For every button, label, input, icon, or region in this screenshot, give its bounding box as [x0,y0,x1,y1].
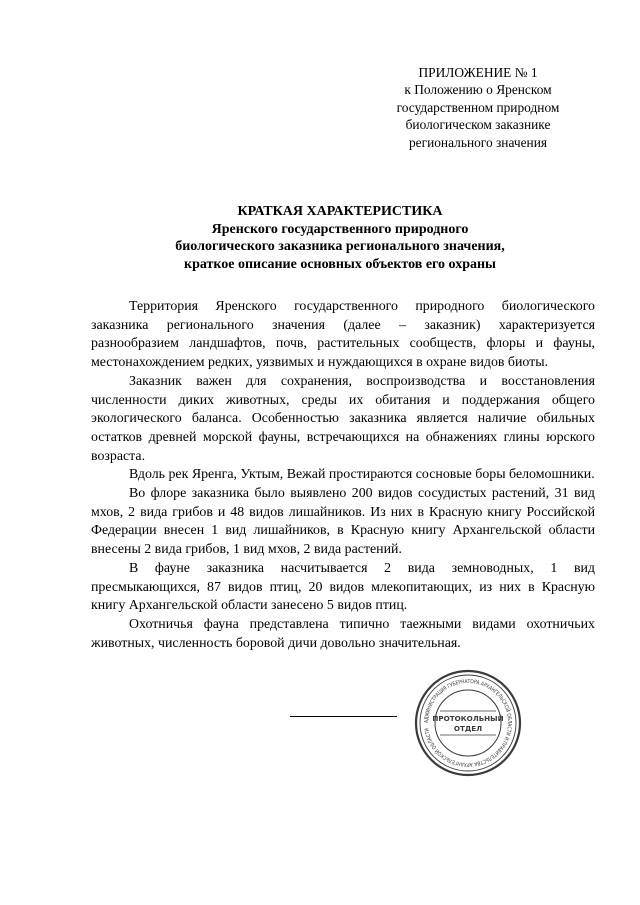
title-heading: КРАТКАЯ ХАРАКТЕРИСТИКА [237,204,443,219]
seal-ring-text: АДМИНИСТРАЦИЯ ГУБЕРНАТОРА АРХАНГЕЛЬСКОЙ ОБЛАСТИ И ПРАВИТЕЛЬСТВА АРХАНГЕЛЬСКОЙ ОБЛАСТИ [423,678,513,768]
paragraph-importance: Заказник важен для сохранения, воспроизводства и восстановления численности диких животных, среды их обитания и поддержания общего экологического баланса. Особенностью заказника является наличие обильных остатков древней морской фауны, встречающихся на обнажениях глины юрского возраста. [91,373,595,464]
title-line: биологического заказника регионального значения, [175,239,505,255]
paragraph-flora: Во флоре заказника было выявлено 200 видов сосудистых растений, 31 вид мхов, 2 вида грибов и 48 видов лишайников. Из них в Красную книгу Российской Федерации внесен 1 вид лишайников, в Красную книгу Архангельской области внесены 2 вида грибов, 1 вид мхов, 2 вида растений. [91,486,595,558]
appendix-line: биологическом заказнике [405,117,551,133]
paragraph-game-fauna: Охотничья фауна представлена типично таежными видами охотничьих животных, численность боровой дичи довольно значительная. [91,616,595,651]
title-line: краткое описание основных объектов его охраны [184,256,496,272]
appendix-title: ПРИЛОЖЕНИЕ № 1 [418,65,538,80]
document-body [91,298,595,653]
paragraph-territory: Территория Яренского государственного природного биологического заказника регионального значения (далее – заказник) характеризуется разнообразием ландшафтов, почв, растительных сообществ, флоры и фауны, местонахождением редких, уязвимых и нуждающихся в охране видов биоты. [91,299,595,371]
official-seal [413,668,523,778]
title-line: Яренского государственного природного [211,221,469,237]
seal-center-text: ОТДЕЛ [453,724,483,733]
paragraph-fauna: В фауне заказника насчитывается 2 вида земноводных, 1 вид пресмыкающихся, 87 видов птиц, 20 видов млекопитающих, из них в Красную книгу Архангельской области занесено 5 видов птиц. [91,560,595,614]
appendix-line: государственном природном [396,99,560,115]
document-title [90,203,590,273]
signature-line [290,716,397,717]
appendix-line: регионального значения [408,134,548,150]
appendix-header [366,64,590,151]
seal-center-text: ПРОТОКОЛЬНЫЙ [432,714,504,723]
appendix-line: к Положению о Яренском [404,82,552,98]
paragraph-rivers: Вдоль рек Яренга, Уктым, Вежай простираются сосновые боры беломошники. [129,467,595,483]
